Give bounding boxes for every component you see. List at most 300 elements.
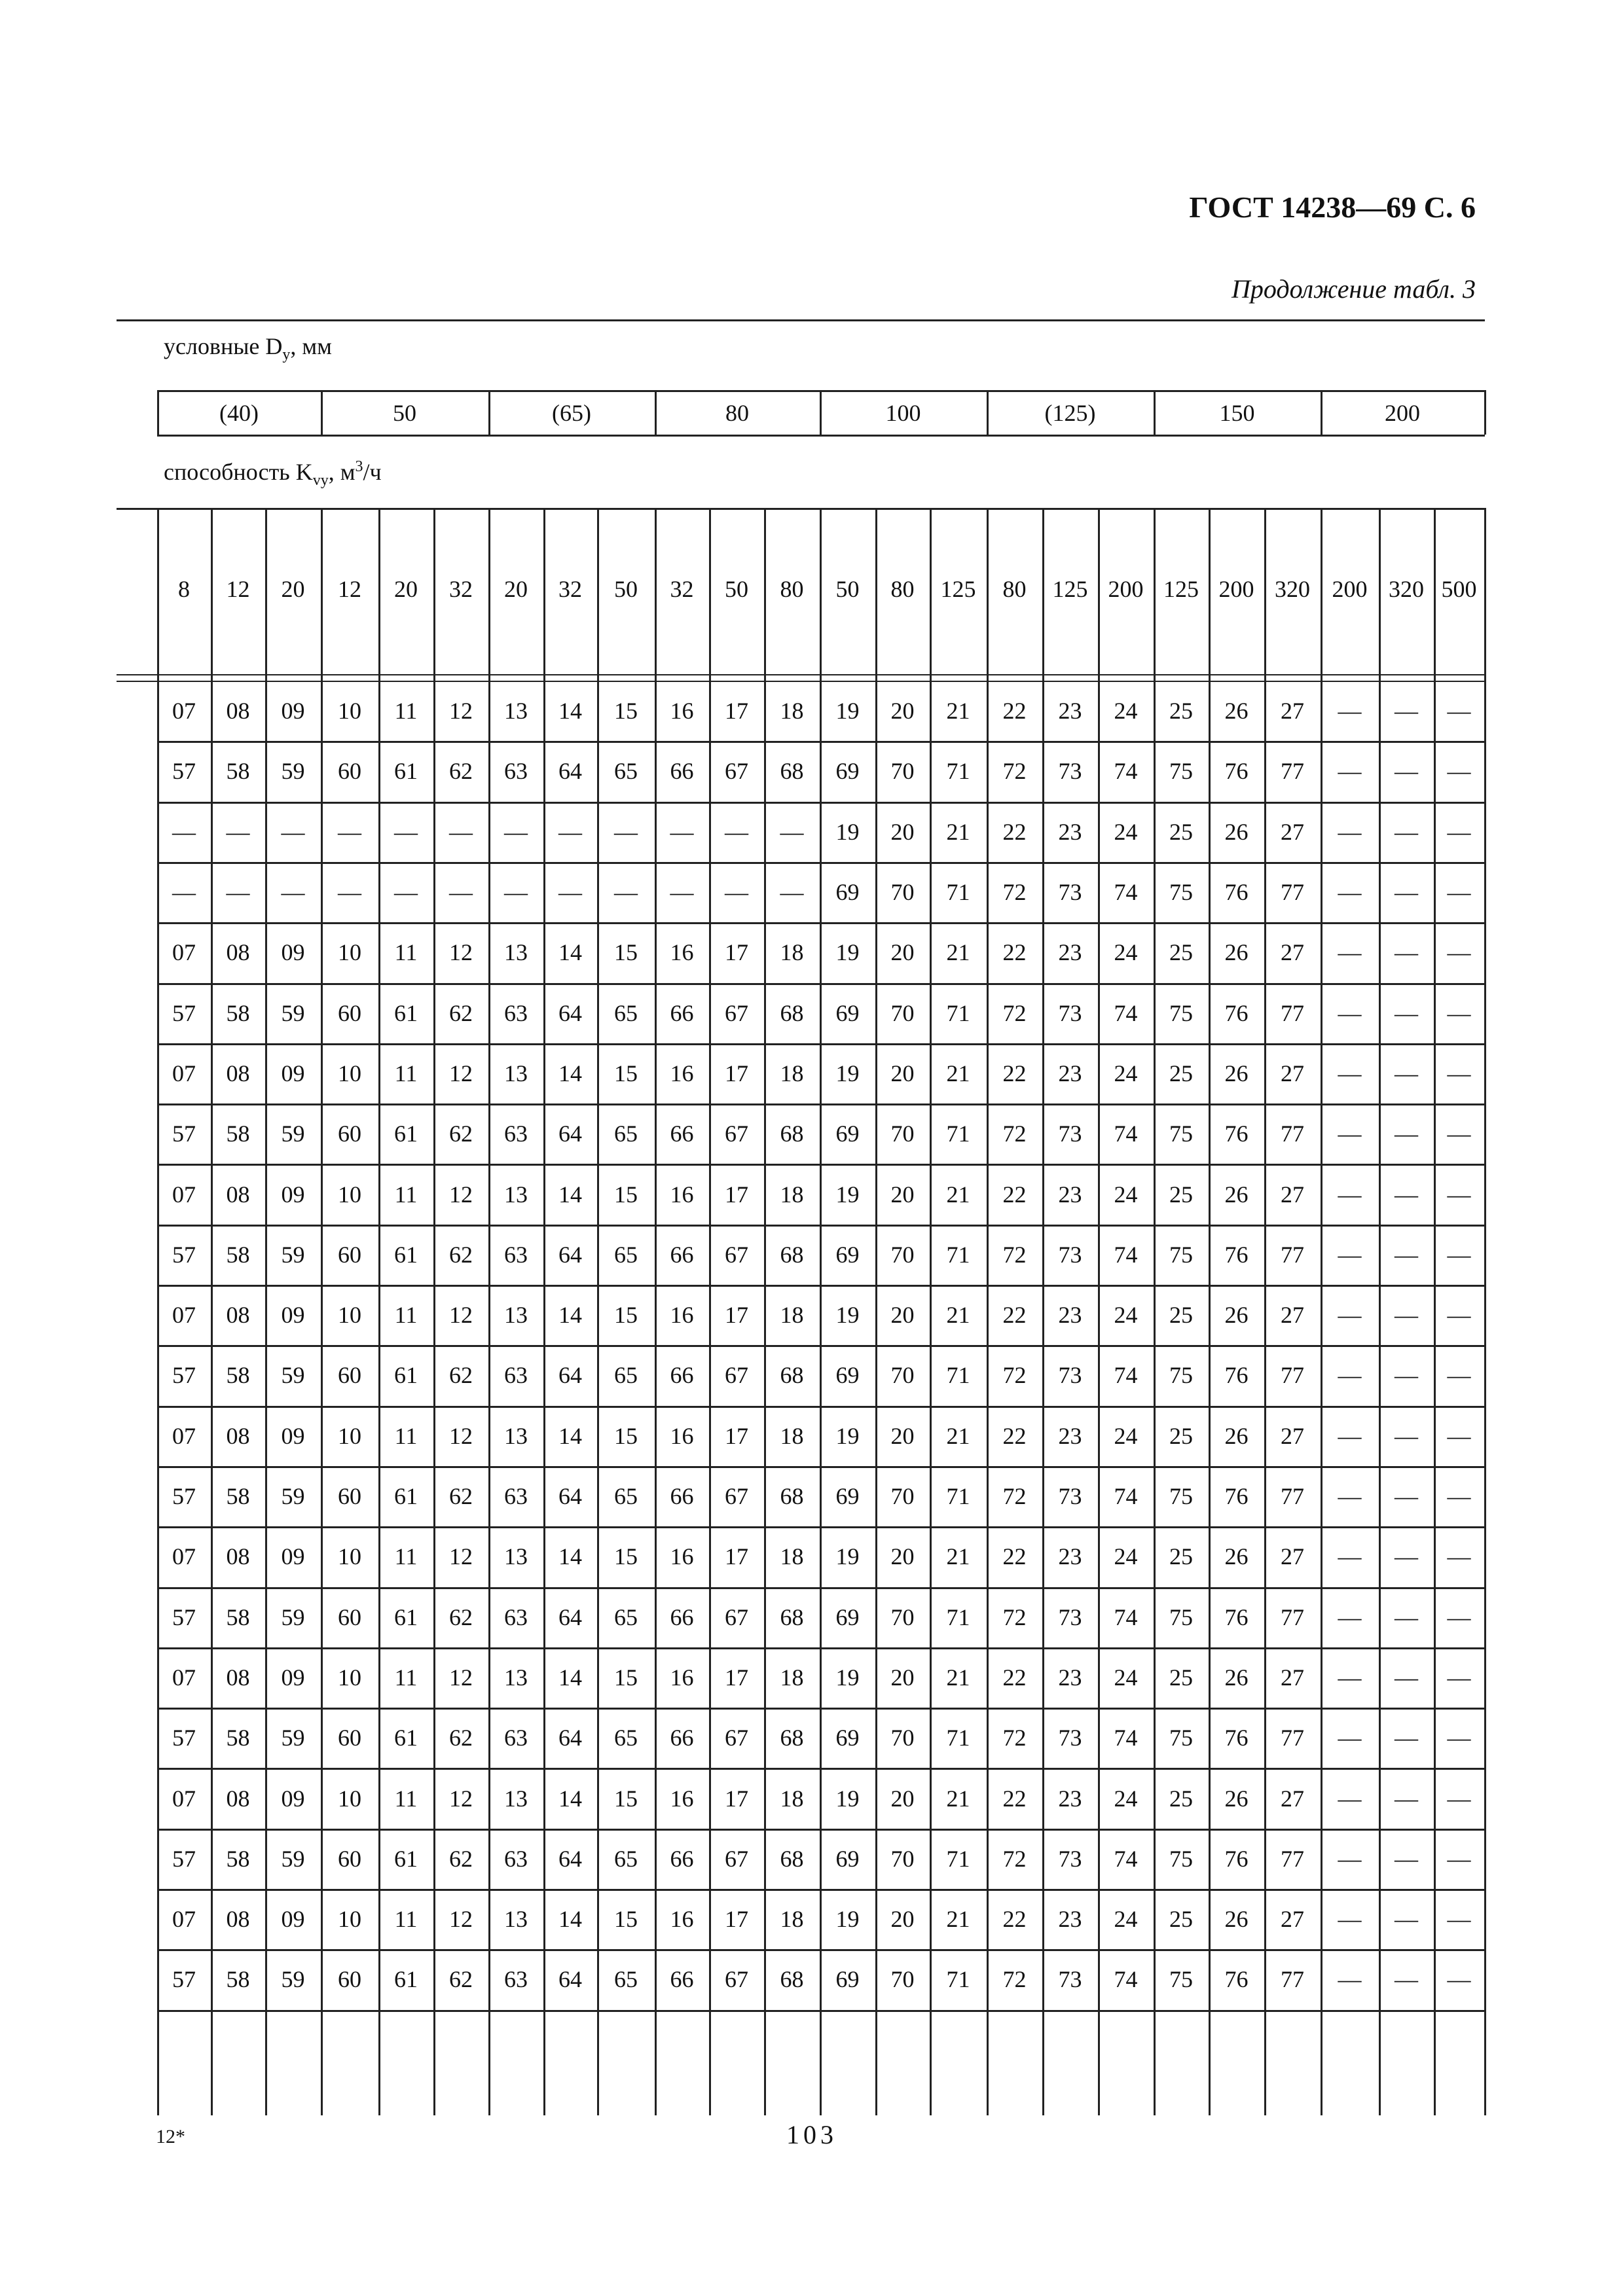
table-cell: — [1338, 1845, 1362, 1872]
table-cell: 62 [449, 758, 473, 785]
table-cell: 61 [394, 1483, 418, 1510]
table-cell: 60 [338, 1604, 361, 1630]
column-divider [1321, 508, 1322, 2115]
table-cell: 70 [890, 1362, 915, 1389]
table-cell: 21 [946, 1543, 970, 1570]
table-cell: — [1338, 1483, 1362, 1510]
table-cell: 63 [504, 1241, 528, 1268]
table-cell: 63 [504, 1725, 528, 1751]
table-cell: 07 [172, 1302, 196, 1329]
table-cell: 64 [558, 999, 582, 1026]
table-cell: 68 [780, 1604, 804, 1630]
table-cell: 10 [338, 1060, 361, 1086]
table-cell: 66 [670, 1121, 694, 1147]
column-divider [543, 508, 545, 2115]
table-cell: — [1338, 1906, 1362, 1933]
table-cell: 69 [835, 1845, 860, 1872]
table-cell: 11 [394, 1422, 418, 1449]
table-cell: — [1395, 1604, 1418, 1630]
table-cell: — [172, 818, 196, 845]
table-cell: 71 [946, 1362, 970, 1389]
group-row-bottom-rule [157, 435, 1485, 437]
table-cell: 71 [946, 1241, 970, 1268]
table-cell: 26 [1224, 818, 1249, 845]
dn-group-header: 200 [1385, 400, 1420, 426]
table-cell: — [1338, 1121, 1362, 1147]
table-cell: 74 [1114, 1241, 1138, 1268]
table-cell: 19 [835, 1543, 860, 1570]
kv-header-cell: 32 [558, 576, 582, 602]
table-cell: 58 [226, 1241, 250, 1268]
table-cell: 61 [394, 1241, 418, 1268]
kv-header-cell: 125 [940, 576, 976, 602]
table-cell: — [1395, 1302, 1418, 1329]
table-cell: 72 [1002, 758, 1027, 785]
table-cell: 76 [1224, 1241, 1249, 1268]
table-cell: 07 [172, 939, 196, 966]
table-cell: 20 [890, 1060, 915, 1086]
table-cell: 13 [504, 1543, 528, 1570]
table-cell: 21 [946, 1302, 970, 1329]
table-cell: 23 [1058, 939, 1082, 966]
table-cell: 24 [1114, 1422, 1138, 1449]
table-cell: 72 [1002, 1966, 1027, 1993]
table-cell: 65 [614, 1604, 638, 1630]
group-divider [321, 390, 323, 435]
table-cell: 58 [226, 1121, 250, 1147]
table-cell: 25 [1169, 1785, 1193, 1812]
column-divider [655, 508, 657, 2115]
table-cell: 09 [281, 1181, 305, 1208]
table-cell: 20 [890, 1422, 915, 1449]
table-cell: 18 [780, 939, 804, 966]
table-cell: 10 [338, 1181, 361, 1208]
table-cell: — [725, 879, 748, 906]
table-cell: 18 [780, 1181, 804, 1208]
table-cell: — [281, 818, 305, 845]
table-cell: 22 [1002, 698, 1027, 725]
table-cell: 16 [670, 1060, 694, 1086]
table-cell: 67 [725, 1362, 748, 1389]
column-divider [1434, 508, 1436, 2115]
table-cell: — [1395, 818, 1418, 845]
table-cell: — [1338, 698, 1362, 725]
table-cell: 25 [1169, 1060, 1193, 1086]
table-cell: 70 [890, 1604, 915, 1630]
table-cell: 70 [890, 1845, 915, 1872]
table-cell: 21 [946, 1785, 970, 1812]
table-cell: 69 [835, 1604, 860, 1630]
table-cell: 57 [172, 1845, 196, 1872]
table-cell: 76 [1224, 1845, 1249, 1872]
table-cell: 65 [614, 1725, 638, 1751]
kv-unit-superscript: 3 [355, 458, 363, 475]
table-cell: — [394, 879, 418, 906]
table-cell: 57 [172, 999, 196, 1026]
table-cell: 23 [1058, 1302, 1082, 1329]
table-cell: — [226, 818, 250, 845]
column-divider [265, 508, 267, 2115]
table-cell: 58 [226, 1362, 250, 1389]
table-cell: 22 [1002, 1302, 1027, 1329]
table-cell: 73 [1058, 999, 1082, 1026]
table-cell: — [1338, 1543, 1362, 1570]
dn-group-header: (125) [1044, 400, 1096, 426]
table-cell: 21 [946, 818, 970, 845]
table-cell: 07 [172, 1060, 196, 1086]
table-cell: 61 [394, 999, 418, 1026]
table-cell: 69 [835, 879, 860, 906]
table-cell: 59 [281, 1966, 305, 1993]
table-cell: — [1395, 758, 1418, 785]
table-cell: 72 [1002, 1604, 1027, 1630]
table-cell: 76 [1224, 1362, 1249, 1389]
table-cell: 22 [1002, 1664, 1027, 1691]
column-divider [1264, 508, 1266, 2115]
table-cell: 74 [1114, 879, 1138, 906]
table-cell: 61 [394, 1604, 418, 1630]
column-divider [1209, 508, 1211, 2115]
table-cell: — [1447, 1604, 1471, 1630]
kv-label [164, 458, 382, 490]
table-cell: 26 [1224, 1181, 1249, 1208]
table-cell: 66 [670, 1362, 694, 1389]
table-cell: 21 [946, 698, 970, 725]
table-cell: 26 [1224, 1543, 1249, 1570]
table-cell: — [1447, 1725, 1471, 1751]
table-cell: 57 [172, 1241, 196, 1268]
table-cell: 24 [1114, 1906, 1138, 1933]
table-cell: 24 [1114, 1785, 1138, 1812]
table-cell: 25 [1169, 1664, 1193, 1691]
table-cell: 60 [338, 758, 361, 785]
table-cell: 12 [449, 1785, 473, 1812]
table-cell: 14 [558, 1664, 582, 1691]
table-cell: 20 [890, 818, 915, 845]
table-cell: 66 [670, 1845, 694, 1872]
table-cell: 12 [449, 1302, 473, 1329]
table-cell: 69 [835, 758, 860, 785]
table-cell: 24 [1114, 1664, 1138, 1691]
table-cell: 60 [338, 1483, 361, 1510]
dn-group-header: (40) [219, 400, 259, 426]
table-cell: 73 [1058, 1966, 1082, 1993]
table-cell: 27 [1281, 1785, 1304, 1812]
table-cell: — [780, 879, 804, 906]
table-cell: 17 [725, 939, 748, 966]
table-cell: 62 [449, 1604, 473, 1630]
table-cell: 12 [449, 1906, 473, 1933]
table-cell: 71 [946, 879, 970, 906]
table-cell: 70 [890, 758, 915, 785]
table-cell: — [1338, 1725, 1362, 1751]
table-cell: 62 [449, 1966, 473, 1993]
table-cell: 23 [1058, 1543, 1082, 1570]
column-divider [1154, 508, 1156, 2115]
table-cell: 69 [835, 999, 860, 1026]
table-cell: — [1338, 1422, 1362, 1449]
table-cell: — [1338, 1664, 1362, 1691]
table-cell: 07 [172, 1181, 196, 1208]
table-cell: 75 [1169, 999, 1193, 1026]
table-cell: — [1447, 1362, 1471, 1389]
table-cell: 63 [504, 1362, 528, 1389]
table-cell: 67 [725, 1845, 748, 1872]
table-cell: 72 [1002, 999, 1027, 1026]
table-cell: 57 [172, 1483, 196, 1510]
table-cell: 77 [1281, 1121, 1304, 1147]
table-cell: 10 [338, 1906, 361, 1933]
table-cell: — [1395, 698, 1418, 725]
table-cell: 77 [1281, 1604, 1304, 1630]
table-cell: 71 [946, 1845, 970, 1872]
table-cell: 73 [1058, 1725, 1082, 1751]
table-cell: 68 [780, 1725, 804, 1751]
table-cell: 70 [890, 1121, 915, 1147]
table-cell: 26 [1224, 698, 1249, 725]
table-cell: — [1395, 1906, 1418, 1933]
table-cell: 25 [1169, 1302, 1193, 1329]
table-cell: 76 [1224, 1604, 1249, 1630]
group-divider [655, 390, 657, 435]
kv-header-cell: 12 [226, 576, 250, 602]
table-cell: 72 [1002, 1725, 1027, 1751]
table-cell: 24 [1114, 818, 1138, 845]
table-cell: 67 [725, 999, 748, 1026]
column-divider [1484, 508, 1486, 2115]
table-cell: 10 [338, 1785, 361, 1812]
table-cell: 16 [670, 1302, 694, 1329]
table-cell: 13 [504, 1181, 528, 1208]
table-cell: 07 [172, 1906, 196, 1933]
table-cell: 70 [890, 1966, 915, 1993]
table-cell: 64 [558, 1362, 582, 1389]
table-cell: 15 [614, 1906, 638, 1933]
table-cell: 20 [890, 1785, 915, 1812]
dn-group-header: 80 [725, 400, 749, 426]
table-cell: 09 [281, 698, 305, 725]
kv-header-cell: 20 [394, 576, 418, 602]
table-cell: 58 [226, 1483, 250, 1510]
table-cell: 72 [1002, 1483, 1027, 1510]
table-cell: 61 [394, 1845, 418, 1872]
table-cell: — [670, 818, 694, 845]
table-cell: 76 [1224, 1725, 1249, 1751]
kv-header-cell: 320 [1275, 576, 1310, 602]
table-cell: 26 [1224, 1906, 1249, 1933]
dn-group-header: 150 [1219, 400, 1255, 426]
table-cell: 14 [558, 1302, 582, 1329]
table-cell: 22 [1002, 1906, 1027, 1933]
table-cell: 13 [504, 1060, 528, 1086]
table-cell: 58 [226, 1604, 250, 1630]
table-cell: 60 [338, 999, 361, 1026]
table-cell: 12 [449, 1543, 473, 1570]
table-cell: 20 [890, 939, 915, 966]
table-cell: — [1447, 1241, 1471, 1268]
table-cell: 25 [1169, 818, 1193, 845]
kv-header-cell: 20 [281, 576, 305, 602]
table-cell: 61 [394, 1362, 418, 1389]
table-cell: — [1395, 1785, 1418, 1812]
table-cell: — [614, 818, 638, 845]
table-cell: 72 [1002, 1845, 1027, 1872]
table-cell: 63 [504, 1604, 528, 1630]
table-cell: 19 [835, 1302, 860, 1329]
table-cell: 59 [281, 1604, 305, 1630]
table-cell: 71 [946, 1121, 970, 1147]
table-cell: — [1395, 879, 1418, 906]
table-cell: 74 [1114, 1362, 1138, 1389]
table-cell: 68 [780, 1121, 804, 1147]
table-cell: 08 [226, 1422, 250, 1449]
table-cell: — [1447, 758, 1471, 785]
table-cell: 17 [725, 1060, 748, 1086]
table-cell: 16 [670, 1543, 694, 1570]
table-cell: 22 [1002, 818, 1027, 845]
table-cell: — [1338, 1060, 1362, 1086]
table-cell: 15 [614, 1302, 638, 1329]
table-cell: 12 [449, 698, 473, 725]
table-cell: 11 [394, 1181, 418, 1208]
table-cell: 64 [558, 1604, 582, 1630]
group-divider [820, 390, 822, 435]
table-cell: 75 [1169, 1725, 1193, 1751]
table-cell: 73 [1058, 758, 1082, 785]
table-cell: 18 [780, 1906, 804, 1933]
table-cell: 08 [226, 1060, 250, 1086]
table-cell: — [1395, 1060, 1418, 1086]
table-cell: 15 [614, 1422, 638, 1449]
table-cell: 19 [835, 1181, 860, 1208]
table-cell: 60 [338, 1241, 361, 1268]
table-cell: 18 [780, 1302, 804, 1329]
table-cell: 08 [226, 1543, 250, 1570]
table-cell: 68 [780, 1966, 804, 1993]
table-cell: 58 [226, 758, 250, 785]
table-cell: 22 [1002, 1060, 1027, 1086]
document-reference: ГОСТ 14238—69 С. 6 [1189, 190, 1476, 224]
table-cell: 14 [558, 1785, 582, 1812]
table-continuation-note: Продолжение табл. 3 [1231, 274, 1476, 304]
table-cell: 15 [614, 1785, 638, 1812]
kv-header-cell: 125 [1052, 576, 1088, 602]
table-cell: — [1338, 818, 1362, 845]
table-cell: — [1447, 1664, 1471, 1691]
table-cell: 17 [725, 1181, 748, 1208]
table-cell: 21 [946, 1906, 970, 1933]
table-cell: 11 [394, 1664, 418, 1691]
table-cell: 66 [670, 1483, 694, 1510]
table-cell: 65 [614, 1241, 638, 1268]
table-cell: 74 [1114, 1966, 1138, 1993]
table-cell: 60 [338, 1362, 361, 1389]
table-cell: 11 [394, 1060, 418, 1086]
table-cell: 66 [670, 758, 694, 785]
table-cell: 76 [1224, 1966, 1249, 1993]
table-cell: 09 [281, 1422, 305, 1449]
table-cell: 27 [1281, 698, 1304, 725]
table-cell: 08 [226, 939, 250, 966]
table-cell: 62 [449, 1725, 473, 1751]
table-cell: 73 [1058, 1121, 1082, 1147]
table-cell: 12 [449, 1181, 473, 1208]
table-cell: 64 [558, 758, 582, 785]
table-cell: 72 [1002, 1362, 1027, 1389]
table-cell: 19 [835, 1785, 860, 1812]
column-divider [987, 508, 989, 2115]
table-cell: 67 [725, 1241, 748, 1268]
table-cell: 62 [449, 1483, 473, 1510]
table-cell: 75 [1169, 1483, 1193, 1510]
group-divider [1321, 390, 1322, 435]
table-cell: 26 [1224, 1060, 1249, 1086]
column-divider [764, 508, 766, 2115]
table-cell: — [1395, 1121, 1418, 1147]
table-cell: 09 [281, 1906, 305, 1933]
table-cell: 64 [558, 1845, 582, 1872]
table-cell: 12 [449, 1060, 473, 1086]
table-cell: — [1395, 1543, 1418, 1570]
table-cell: — [1338, 879, 1362, 906]
table-cell: — [1395, 1725, 1418, 1751]
table-cell: 60 [338, 1966, 361, 1993]
table-cell: 76 [1224, 1483, 1249, 1510]
table-cell: — [504, 879, 528, 906]
table-cell: 21 [946, 1664, 970, 1691]
kv-header-cell: 8 [178, 576, 190, 602]
table-cell: 73 [1058, 1241, 1082, 1268]
table-cell: 66 [670, 1725, 694, 1751]
table-cell: 70 [890, 999, 915, 1026]
column-divider [157, 508, 159, 2115]
table-cell: 16 [670, 939, 694, 966]
table-top-rule [117, 319, 1485, 321]
table-cell: 77 [1281, 879, 1304, 906]
table-cell: — [1395, 1845, 1418, 1872]
table-cell: — [1447, 1181, 1471, 1208]
table-cell: 58 [226, 1725, 250, 1751]
table-cell: 66 [670, 1966, 694, 1993]
table-cell: — [1338, 1362, 1362, 1389]
table-cell: 21 [946, 1060, 970, 1086]
table-cell: 22 [1002, 1543, 1027, 1570]
table-cell: 77 [1281, 1241, 1304, 1268]
table-cell: — [614, 879, 638, 906]
table-cell: 12 [449, 939, 473, 966]
table-cell: 74 [1114, 758, 1138, 785]
dn-group-header: (65) [552, 400, 591, 426]
dn-label-subscript: у [282, 346, 291, 364]
table-cell: — [338, 818, 361, 845]
table-cell: 13 [504, 1422, 528, 1449]
table-cell: 61 [394, 1966, 418, 1993]
table-cell: 75 [1169, 1121, 1193, 1147]
table-cell: 18 [780, 1785, 804, 1812]
table-cell: 69 [835, 1725, 860, 1751]
table-cell: 13 [504, 698, 528, 725]
table-cell: 73 [1058, 1483, 1082, 1510]
table-cell: 65 [614, 758, 638, 785]
table-cell: 25 [1169, 1181, 1193, 1208]
kv-header-cell: 500 [1441, 576, 1477, 602]
kv-header-cell: 80 [1002, 576, 1027, 602]
table-cell: 19 [835, 939, 860, 966]
table-cell: 19 [835, 698, 860, 725]
table-cell: 26 [1224, 939, 1249, 966]
table-cell: 24 [1114, 1302, 1138, 1329]
table-cell: 62 [449, 999, 473, 1026]
